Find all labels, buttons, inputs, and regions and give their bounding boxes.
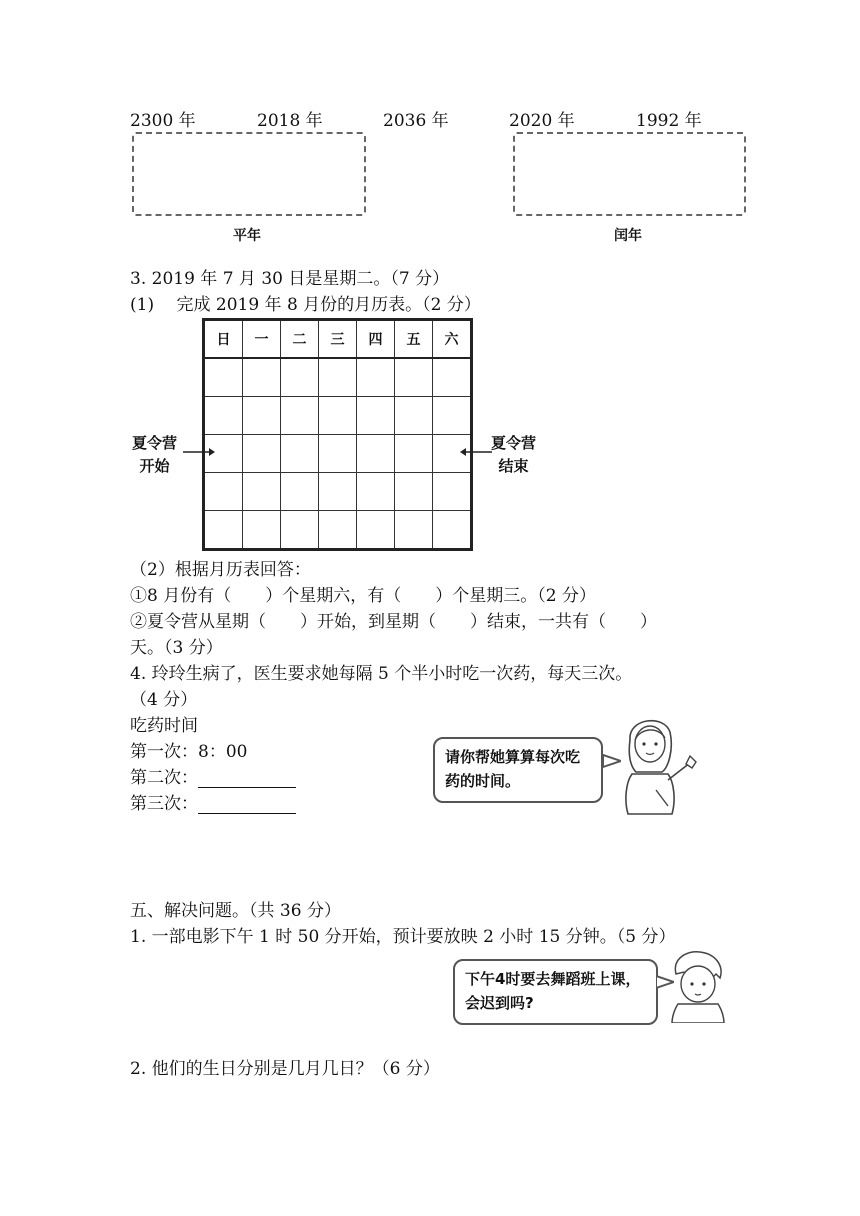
calendar-week-row xyxy=(204,358,472,397)
year-2300: 2300 年 xyxy=(130,111,196,131)
calendar-cell[interactable] xyxy=(319,397,357,435)
section5-q1: 1. 一部电影下午 1 时 50 分开始，预计要放映 2 小时 15 分钟。（5 分） xyxy=(130,927,676,947)
common-year-label: 平年 xyxy=(233,228,261,244)
calendar-cell[interactable] xyxy=(281,473,319,511)
calendar-week-row xyxy=(204,397,472,435)
weekday-wed: 三 xyxy=(319,320,357,359)
third-dose-answer-blank[interactable] xyxy=(198,795,296,814)
calendar-cell[interactable] xyxy=(433,358,472,397)
year-1992: 1992 年 xyxy=(636,111,702,131)
q3-title: 3. 2019 年 7 月 30 日是星期二。（7 分） xyxy=(130,269,450,289)
weekday-tue: 二 xyxy=(281,320,319,359)
q3-item2-cont: 天。（3 分） xyxy=(130,638,223,658)
section5-q2: 2. 他们的生日分别是几月几日？（6 分） xyxy=(130,1059,440,1079)
q4-title: 4. 玲玲生病了，医生要求她每隔 5 个半小时吃一次药，每天三次。 xyxy=(130,664,633,684)
calendar-week-row xyxy=(204,435,472,473)
calendar-cell[interactable] xyxy=(319,435,357,473)
calendar-cell[interactable] xyxy=(319,358,357,397)
calendar-cell[interactable] xyxy=(281,435,319,473)
leap-year-box[interactable] xyxy=(513,132,746,216)
calendar-cell[interactable] xyxy=(357,435,395,473)
calendar-cell[interactable] xyxy=(243,358,281,397)
calendar-header-row xyxy=(204,320,472,359)
calendar-cell[interactable] xyxy=(357,473,395,511)
q4-heading: 吃药时间 xyxy=(130,716,198,736)
calendar-cell[interactable] xyxy=(395,397,433,435)
q4-third-dose: 第三次： xyxy=(130,789,296,814)
weekday-mon: 一 xyxy=(243,320,281,359)
calendar-cell[interactable] xyxy=(395,435,433,473)
calendar-cell[interactable] xyxy=(357,511,395,550)
second-dose-answer-blank[interactable] xyxy=(198,769,296,788)
calendar-cell[interactable] xyxy=(243,511,281,550)
year-2020: 2020 年 xyxy=(509,111,575,131)
calendar-week-row xyxy=(204,473,472,511)
q4-speech-bubble: 请你帮她算算每次吃药的时间。 xyxy=(433,737,603,803)
q4-score: （4 分） xyxy=(130,690,198,710)
calendar-cell[interactable] xyxy=(243,435,281,473)
common-year-box[interactable] xyxy=(132,132,366,216)
weekday-thu: 四 xyxy=(357,320,395,359)
calendar-cell[interactable] xyxy=(243,397,281,435)
arrow-left-icon xyxy=(460,446,492,458)
calendar-cell[interactable] xyxy=(281,358,319,397)
q3-item1: ①8 月份有（ ）个星期六，有（ ）个星期三。（2 分） xyxy=(130,586,596,606)
arrow-right-icon xyxy=(183,446,215,458)
year-2018: 2018 年 xyxy=(257,111,323,131)
calendar-cell[interactable] xyxy=(204,473,243,511)
boy-illustration xyxy=(668,948,728,1023)
calendar-cell[interactable] xyxy=(204,511,243,550)
calendar-cell[interactable] xyxy=(281,511,319,550)
calendar-cell[interactable] xyxy=(204,397,243,435)
august-calendar xyxy=(202,318,473,551)
weekday-sun: 日 xyxy=(204,320,243,359)
calendar-cell[interactable] xyxy=(433,397,472,435)
camp-start-label: 夏令营 开始 xyxy=(132,434,178,475)
calendar-cell[interactable] xyxy=(395,511,433,550)
q4-first-dose: 第一次：8：00 xyxy=(130,742,248,762)
weekday-fri: 五 xyxy=(395,320,433,359)
calendar-cell[interactable] xyxy=(281,397,319,435)
section5-title: 五、解决问题。（共 36 分） xyxy=(130,901,341,921)
calendar-cell[interactable] xyxy=(433,473,472,511)
girl-illustration xyxy=(616,710,701,815)
calendar-cell[interactable] xyxy=(243,473,281,511)
year-2036: 2036 年 xyxy=(383,111,449,131)
calendar-cell[interactable] xyxy=(357,358,395,397)
q1-speech-bubble: 下午4时要去舞蹈班上课，会迟到吗? xyxy=(453,959,658,1025)
calendar-week-row xyxy=(204,511,472,550)
weekday-sat: 六 xyxy=(433,320,472,359)
calendar-cell[interactable] xyxy=(395,358,433,397)
q4-second-dose: 第二次： xyxy=(130,763,296,788)
calendar-cell[interactable] xyxy=(357,397,395,435)
calendar-cell[interactable] xyxy=(319,511,357,550)
camp-end-label: 夏令营 结束 xyxy=(491,434,537,475)
calendar-cell[interactable] xyxy=(433,511,472,550)
calendar-cell[interactable] xyxy=(204,358,243,397)
calendar-cell[interactable] xyxy=(319,473,357,511)
calendar-cell[interactable] xyxy=(395,473,433,511)
q3-part2: （2）根据月历表回答： xyxy=(130,560,311,580)
q3-part1: (1) 完成 2019 年 8 月份的月历表。（2 分） xyxy=(130,295,481,315)
q3-item2: ②夏令营从星期（ ）开始，到星期（ ）结束，一共有（ ） xyxy=(130,612,657,632)
leap-year-label: 闰年 xyxy=(614,228,642,244)
